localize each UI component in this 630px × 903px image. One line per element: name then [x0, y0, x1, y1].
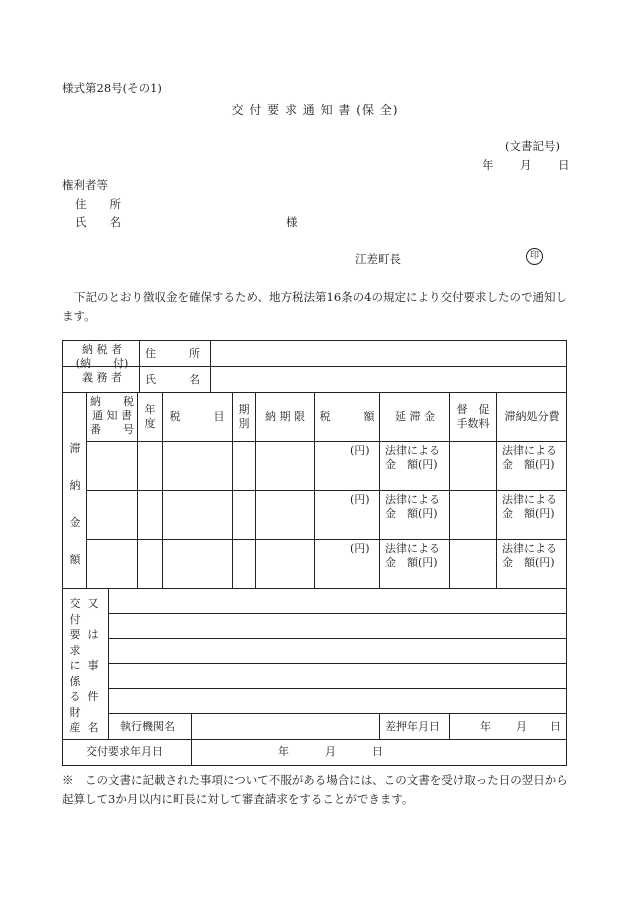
appeal-note: ※ この文書に記載された事項について不服がある場合には、この文書を受け取った日の翌日から起算して3か月以内に町長に対して審査請求をすることができます。 [62, 773, 568, 806]
document-number: (文書記号) [505, 139, 560, 153]
yen-unit: (円) [350, 444, 370, 457]
intro-text: 下記のとおり徴収金を確保するため、地方税法第16条の4の規定により交付要求したので通知します。 [62, 290, 567, 323]
enforcement-agency-label: 執行機関名 [120, 720, 175, 733]
date-year: 年 [482, 158, 494, 172]
taxpayer-address-label: 住 所 [145, 347, 200, 360]
legal-amount: 法律による 金 額(円) [502, 542, 557, 569]
recipient-label: 権利者等 [62, 178, 108, 192]
property-label-col1: 交 付 要 求 に 係 る 財 産 [69, 597, 81, 734]
col-demand-fee: 督 促 手数料 [456, 403, 490, 430]
col-period: 期 別 [238, 403, 250, 430]
col-tax-item: 税 目 [169, 410, 225, 423]
property-label-col2: 又 は 事 件 名 [87, 597, 99, 734]
legal-amount: 法律による 金 額(円) [385, 542, 440, 569]
seal-mark: 印 [526, 248, 543, 265]
legal-amount: 法律による 金 額(円) [502, 493, 557, 520]
taxpayer-name-label: 氏 名 [145, 373, 200, 386]
col-tax-amount: 税 額 [319, 410, 375, 423]
yen-unit: (円) [350, 493, 370, 506]
form-number: 様式第28号(その1) [62, 81, 162, 95]
request-date-value: 年 月 日 [278, 745, 383, 758]
date-month: 月 [520, 158, 532, 172]
col-due-date: 納 期 限 [265, 410, 305, 423]
col-notice-number: 納 税 通 知 書 番 号 [90, 395, 134, 436]
legal-amount: 法律による 金 額(円) [385, 493, 440, 520]
yen-unit: (円) [350, 542, 370, 555]
taxpayer-label: 納 税 者 (納 付) 義 務 者 [75, 343, 129, 384]
request-date-label: 交付要求年月日 [86, 745, 163, 758]
document-title: 交 付 要 求 通 知 書 (保 全) [231, 103, 399, 117]
date-day: 日 [558, 158, 570, 172]
col-fiscal-year: 年 度 [144, 403, 156, 430]
col-disposal-fee: 滞納処分費 [504, 410, 560, 423]
issuer-title: 江差町長 [355, 252, 401, 266]
recipient-name-label: 氏 名 [75, 215, 121, 229]
col-delinquency-charge: 延 滞 金 [395, 410, 435, 423]
seizure-date-label: 差押年月日 [385, 720, 440, 733]
recipient-address-label: 住 所 [75, 197, 121, 211]
recipient-honorific: 様 [286, 215, 298, 229]
legal-amount: 法律による 金 額(円) [502, 444, 557, 471]
arrears-label: 滞 納 金 額 [69, 442, 81, 566]
seizure-date-value: 年 月 日 [480, 720, 561, 733]
legal-amount: 法律による 金 額(円) [385, 444, 440, 471]
